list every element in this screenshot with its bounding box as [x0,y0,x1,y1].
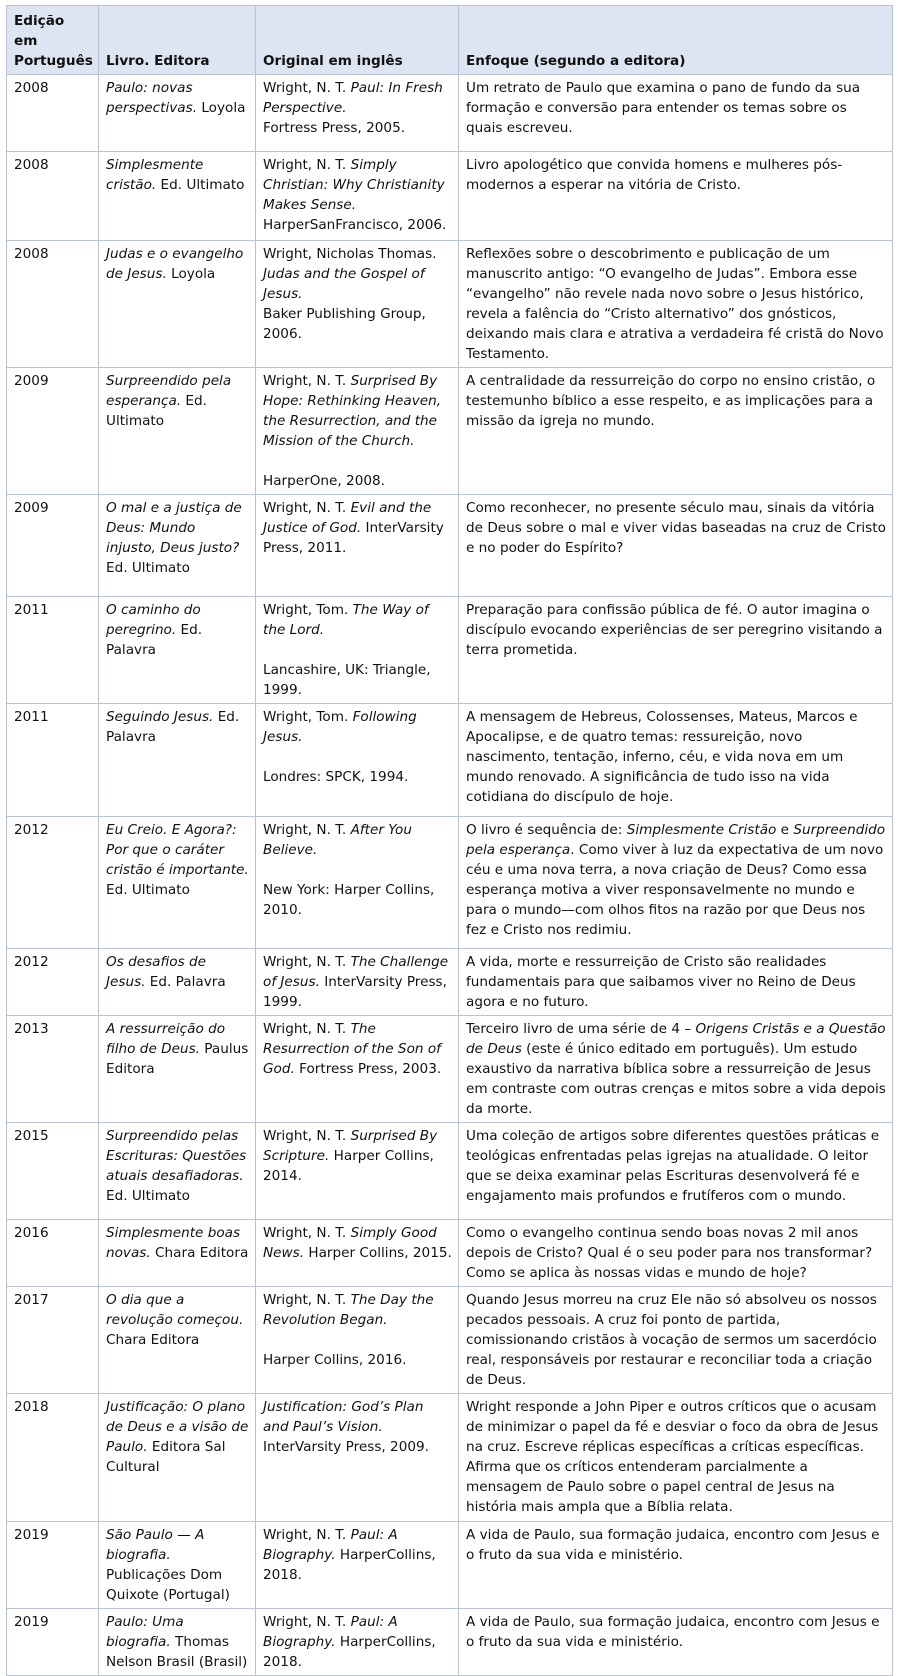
cell-year: 2011 [7,597,99,704]
table-row [7,1522,893,1609]
table-row [7,597,893,704]
cell-year: 2016 [7,1220,99,1287]
focus-text: . Como viver à luz da expectativa de um novo céu e uma nova terra, a nova criação de Deus? Como essa esperança motiva a viver responsavelmente no mundo e para o mundo—com olhos fitos na razão por que Deus nos fez e Cristo nos redimiu. [466,842,884,938]
cell-year: 2009 [7,495,99,597]
cell-original [256,1522,459,1609]
cell-original [256,949,459,1016]
cell-year: 2012 [7,949,99,1016]
focus-text: e [776,822,794,838]
cell-book [99,949,256,1016]
original-publisher: Londres: SPCK, 1994. [263,769,409,785]
cell-year: 2017 [7,1287,99,1394]
header-edition: Edição em Português [7,6,99,75]
book-title: O mal e a justiça de Deus: Mundo injusto, Deus justo? [106,500,242,556]
original-publisher: HarperCollins, 2018. [263,1547,436,1583]
header-book: Livro. Editora [99,6,256,75]
cell-focus [459,817,893,949]
book-title: Surpreendido pela esperança. [106,373,232,409]
cell-book [99,704,256,817]
cell-book [99,817,256,949]
cell-book [99,1287,256,1394]
focus-book-ref: Origens Cristãs e a Questão de Deus [466,1021,886,1057]
original-publisher: Fortress Press, 2003. [294,1061,442,1077]
book-title: Judas e o evangelho de Jesus. [106,246,244,282]
cell-original [256,368,459,495]
cell-focus: A vida, morte e ressurreição de Cristo são realidades fundamentais para que saibamos viver no Reino de Deus agora e no futuro. [459,949,893,1016]
cell-focus: A centralidade da ressurreição do corpo no ensino cristão, o testemunho bíblico a esse respeito, e as implicações para a missão da igreja no mundo. [459,368,893,495]
book-title: Surpreendido pelas Escrituras: Questões atuais desafiadoras. [106,1128,247,1184]
book-publisher: Chara Editora [150,1245,249,1261]
table-header-row [7,6,893,75]
cell-original [256,1123,459,1220]
original-title: Paul: A Biography. [263,1527,398,1563]
cell-book [99,1016,256,1123]
table-row [7,1220,893,1287]
original-author: Wright, N. T. [263,157,351,173]
table-row [7,704,893,817]
original-publisher: HarperOne, 2008. [263,473,385,489]
book-title: Simplesmente boas novas. [106,1225,241,1261]
cell-year: 2019 [7,1522,99,1609]
book-title: Justificação: O plano de Deus e a visão de Paulo. [106,1399,249,1455]
original-title: Paul: A Biography. [263,1614,398,1650]
table-row [7,152,893,241]
original-author: Wright, N. T. [263,1614,351,1630]
original-title: Paul: In Fresh Perspective. [263,80,443,116]
original-publisher: InterVarsity Press, 2011. [263,520,444,556]
original-title: Judas and the Gospel of Jesus. [263,266,425,302]
cell-original [256,495,459,597]
original-author: Wright, N. T. [263,1225,351,1241]
original-publisher: InterVarsity Press, 2009. [263,1439,429,1455]
cell-book [99,597,256,704]
original-publisher: InterVarsity Press, 1999. [263,974,447,1010]
table-row [7,1287,893,1394]
book-title: São Paulo — A biografia. [106,1527,205,1563]
original-title: Simply Good News. [263,1225,437,1261]
book-publisher: Publicações Dom Quixote (Portugal) [106,1567,230,1603]
cell-book [99,1123,256,1220]
original-title: Following Jesus. [263,709,417,745]
original-author: Wright, N. T. [263,822,351,838]
cell-focus: A vida de Paulo, sua formação judaica, encontro com Jesus e o fruto da sua vida e ministério. [459,1609,893,1676]
cell-focus: Preparação para confissão pública de fé. O autor imagina o discípulo evocando experiências de ser peregrino visitando a terra prometida. [459,597,893,704]
book-title: Paulo: Uma biografia. [106,1614,184,1650]
original-author: Wright, Nicholas Thomas. [263,246,437,262]
cell-focus: A vida de Paulo, sua formação judaica, encontro com Jesus e o fruto da sua vida e ministério. [459,1522,893,1609]
cell-original [256,1609,459,1676]
original-title: The Challenge of Jesus. [263,954,449,990]
original-author: Wright, Tom. [263,602,353,618]
original-publisher: HarperCollins, 2018. [263,1634,436,1670]
book-title: Simplesmente cristão. [106,157,204,193]
original-author: Wright, N. T. [263,954,351,970]
book-publisher: Chara Editora [106,1332,200,1348]
book-publisher: Ed. Palavra [106,622,203,658]
focus-book-ref: Simplesmente Cristão [626,822,777,838]
original-publisher: Harper Collins, 2016. [263,1352,407,1368]
focus-book-ref: Surpreendido pela esperança [466,822,886,858]
cell-year: 2008 [7,241,99,368]
original-title: The Day the Revolution Began. [263,1292,434,1328]
book-publisher: Ed. Palavra [106,709,240,745]
original-publisher: Lancashire, UK: Triangle, 1999. [263,662,431,698]
cell-year: 2008 [7,152,99,241]
book-publisher: Ed. Palavra [145,974,226,990]
original-publisher: New York: Harper Collins, 2010. [263,882,435,918]
cell-focus: Como o evangelho continua sendo boas novas 2 mil anos depois de Cristo? Qual é o seu poder para nos transformar? Como se aplica às nossas vidas e mundo de hoje? [459,1220,893,1287]
cell-year: 2009 [7,368,99,495]
cell-focus: Um retrato de Paulo que examina o pano de fundo da sua formação e conversão para entender os temas sobre os quais escreveu. [459,75,893,152]
table-row [7,1016,893,1123]
cell-year: 2018 [7,1394,99,1522]
book-publisher: Editora Sal Cultural [106,1439,226,1475]
original-author: Wright, N. T. [263,373,351,389]
original-title: The Resurrection of the Son of God. [263,1021,441,1077]
table-row [7,75,893,152]
original-author: Wright, N. T. [263,80,351,96]
book-publisher: Ed. Ultimato [106,1188,190,1204]
book-title: Eu Creio. E Agora?: Por que o caráter cristão é importante. [106,822,249,878]
cell-focus: Quando Jesus morreu na cruz Ele não só absolveu os nossos pecados pessoais. A cruz foi ponto de partida, comissionando cristãos à vocação de sermos um sacerdócio real, responsáveis por restaurar e reconciliar toda a criação de Deus. [459,1287,893,1394]
focus-text: Terceiro livro de uma série de 4 – [466,1021,696,1037]
cell-original [256,1287,459,1394]
original-title: After You Believe. [263,822,412,858]
cell-book [99,1394,256,1522]
cell-book [99,1522,256,1609]
book-publisher: Ed. Ultimato [156,177,245,193]
original-title: Simply Christian: Why Christianity Makes Sense. [263,157,445,213]
table-row [7,1123,893,1220]
original-author: Wright, N. T. [263,1128,351,1144]
cell-original [256,817,459,949]
cell-book [99,1609,256,1676]
cell-focus: Wright responde a John Piper e outros críticos que o acusam de minimizar o papel da fé e desviar o foco da obra de Jesus na cruz. Escreve réplicas específicas a críticas específicas. Afirma que os críticos entenderam parcialmente a mensagem de Paulo sobre o papel central de Jesus na história mais ampla que a Bíblia relata. [459,1394,893,1522]
cell-focus: Como reconhecer, no presente século mau, sinais da vitória de Deus sobre o mal e viver vidas baseadas na cruz de Cristo e no poder do Espírito? [459,495,893,597]
cell-book [99,241,256,368]
original-author: Wright, N. T. [263,500,351,516]
book-publisher: Thomas Nelson Brasil (Brasil) [106,1634,248,1670]
cell-original [256,241,459,368]
cell-book [99,75,256,152]
cell-original [256,1394,459,1522]
cell-original [256,704,459,817]
book-title: O caminho do peregrino. [106,602,201,638]
cell-book [99,1220,256,1287]
cell-original [256,1220,459,1287]
header-original: Original em inglês [256,6,459,75]
original-title: Evil and the Justice of God. [263,500,432,536]
table-row [7,949,893,1016]
book-publisher: Ed. Ultimato [106,560,190,576]
cell-year: 2013 [7,1016,99,1123]
original-publisher: Harper Collins, 2015. [304,1245,452,1261]
book-publisher: Loyola [166,266,216,282]
cell-book [99,495,256,597]
original-publisher: Harper Collins, 2014. [263,1148,434,1184]
cell-year: 2019 [7,1609,99,1676]
book-title: Paulo: novas perspectivas. [106,80,198,116]
cell-year: 2012 [7,817,99,949]
cell-focus: A mensagem de Hebreus, Colossenses, Mateus, Marcos e Apocalipse, e de quatro temas: ressureição, novo nascimento, tentação, inferno, céu, e vida nova em um mundo renovado. A significância de tudo isso na vida cotidiana do discípulo de hoje. [459,704,893,817]
cell-focus [459,1016,893,1123]
table-row [7,241,893,368]
header-focus: Enfoque (segundo a editora) [459,6,893,75]
table-row [7,1394,893,1522]
original-author: Wright, Tom. [263,709,353,725]
original-title: Justification: God’s Plan and Paul’s Vision. [263,1399,424,1435]
original-title: Surprised By Scripture. [263,1128,438,1164]
cell-original [256,1016,459,1123]
focus-text: (este é único editado em português). Um estudo exaustivo da narrativa bíblica sobre a ressurreição de Jesus em contraste com outras crenças e mitos sobre a vida depois da morte. [466,1041,886,1117]
table-row [7,368,893,495]
cell-book [99,368,256,495]
book-publisher: Loyola [197,100,246,116]
original-author: Wright, N. T. [263,1527,351,1543]
cell-year: 2008 [7,75,99,152]
original-publisher: HarperSanFrancisco, 2006. [263,217,447,233]
table-row [7,495,893,597]
original-title: Surprised By Hope: Rethinking Heaven, the Resurrection, and the Mission of the Church. [263,373,442,449]
cell-focus: Livro apologético que convida homens e mulheres pós-modernos a esperar na vitória de Cristo. [459,152,893,241]
book-title: Seguindo Jesus. [106,709,214,725]
cell-book [99,152,256,241]
book-publisher: Ed. Ultimato [106,882,190,898]
cell-focus: Reflexões sobre o descobrimento e publicação de um manuscrito antigo: “O evangelho de Judas”. Embora esse “evangelho” não revele nada novo sobre o Jesus histórico, revela a falência do “Cristo alternativo” dos gnósticos, deixando mais clara e atrativa a verdadeira fé cristã do Novo Testamento. [459,241,893,368]
book-title: O dia que a revolução começou. [106,1292,244,1328]
cell-original [256,597,459,704]
book-title: Os desafios de Jesus. [106,954,207,990]
cell-year: 2015 [7,1123,99,1220]
book-title: A ressurreição do filho de Deus. [106,1021,226,1057]
focus-text: O livro é sequência de: [466,822,627,838]
table-row [7,817,893,949]
original-publisher: Fortress Press, 2005. [263,120,406,136]
table-row [7,1609,893,1676]
original-author: Wright, N. T. [263,1021,351,1037]
book-publisher: Ed. Ultimato [106,393,207,429]
cell-original [256,75,459,152]
original-author: Wright, N. T. [263,1292,351,1308]
original-title: The Way of the Lord. [263,602,429,638]
cell-original [256,152,459,241]
cell-focus: Uma coleção de artigos sobre diferentes questões práticas e teológicas enfrentadas pelas igrejas na atualidade. O leitor que se deixa examinar pelas Escrituras desenvolverá fé e engajamento mais profundos e frutíferos com o mundo. [459,1123,893,1220]
cell-year: 2011 [7,704,99,817]
books-table [6,5,893,1676]
book-publisher: Paulus Editora [106,1041,249,1077]
original-publisher: Baker Publishing Group, 2006. [263,306,426,342]
